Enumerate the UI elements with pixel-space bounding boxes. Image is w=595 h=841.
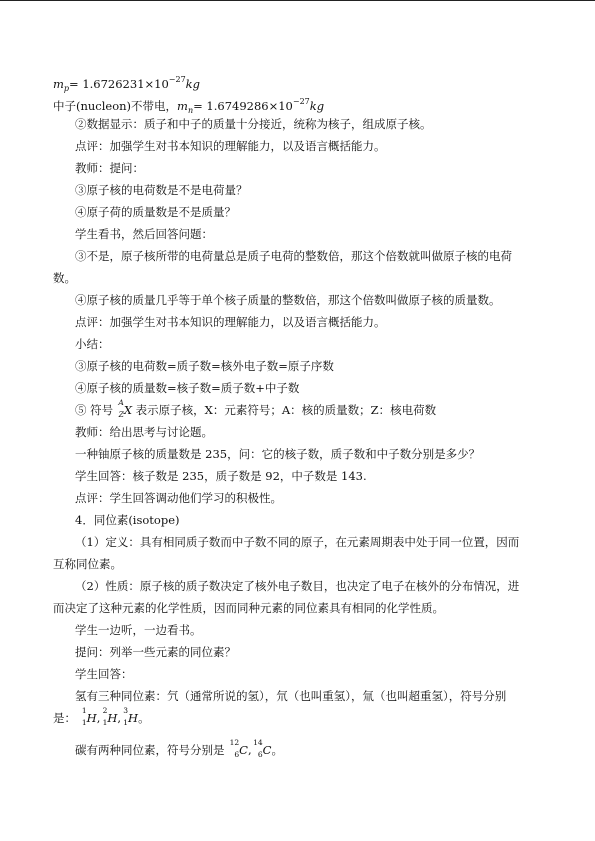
paragraph: ③原子核的电荷数是不是电荷量？ xyxy=(75,183,248,197)
paragraph-continuation: 而决定了这种元素的化学性质，因而同种元素的同位素具有相同的化学性质。 xyxy=(53,601,444,615)
paragraph-continuation: 数。 xyxy=(53,271,76,285)
paragraph: 一种铀原子核的质量数是 235，问：它的核子数，质子数和中子数分别是多少？ xyxy=(75,447,481,461)
isotope-h1: 1 1 xyxy=(81,706,87,727)
paragraph: ④原子荷的质量数是不是质量？ xyxy=(75,205,236,219)
paragraph: ④原子核的质量几乎等于单个核子质量的整数倍，那这个倍数叫做原子核的质量数。 xyxy=(75,293,501,307)
hydrogen-isotopes-line: 是： 1 1 H, 2 1 H, 3 1 H。 xyxy=(53,706,150,727)
paragraph: 学生回答： xyxy=(75,667,133,681)
paragraph: 教师：提问： xyxy=(75,161,144,175)
paragraph: 教师：给出思考与讨论题。 xyxy=(75,425,213,439)
paragraph-continuation: 互称同位素。 xyxy=(53,557,122,571)
paragraph: 学生回答：核子数是 235，质子数是 92，中子数是 143. xyxy=(75,469,367,483)
nuclide-symbol-line: ⑤ 符号 A Z X 表示原子核，X：元素符号；A：核的质量数；Z：核电荷数 xyxy=(75,398,437,419)
proton-mass-line xyxy=(53,69,548,91)
paragraph: 学生一边听，一边看书。 xyxy=(75,623,202,637)
paragraph: （1）定义：具有相同质子数而中子数不同的原子，在元素周期表中处于同一位置，因而 xyxy=(75,535,520,549)
neutron-mass-line: 中子(nucleon)不带电，$m_n= 1.6749286\times 10^{-27}kg$ xyxy=(53,97,325,115)
paragraph: ③原子核的电荷数=质子数=核外电子数=原子序数 xyxy=(75,359,334,373)
isotope-h3: 3 1 xyxy=(123,706,129,727)
nuclide-notation: A Z xyxy=(118,398,124,419)
paragraph: 提问：列举一些元素的同位素？ xyxy=(75,645,236,659)
paragraph: 点评：学生回答调动他们学习的积极性。 xyxy=(75,491,282,505)
page-top-border xyxy=(0,0,595,1)
neutron-mass-formula: $m_n= 1.6749286\times 10^{-27}kg$ xyxy=(177,97,325,115)
isotope-h2: 2 1 xyxy=(102,706,108,727)
paragraph: 小结： xyxy=(75,337,110,351)
document-body xyxy=(53,69,548,761)
isotope-c12: 12 6 xyxy=(229,738,240,759)
paragraph: 氢有三种同位素：氕（通常所说的氢），氘（也叫重氢），氚（也叫超重氢），符号分别 xyxy=(75,689,507,703)
isotope-c14: 14 6 xyxy=(253,738,263,759)
section-heading: 4．同位素(isotope) xyxy=(75,513,180,527)
paragraph: ②数据显示：质子和中子的质量十分接近，统称为核子，组成原子核。 xyxy=(75,117,432,131)
paragraph: 点评：加强学生对书本知识的理解能力，以及语言概括能力。 xyxy=(75,315,386,329)
paragraph: ④原子核的质量数=核子数=质子数+中子数 xyxy=(75,381,300,395)
proton-mass-formula: $m_p= 1.6726231\times 10^{-27}kg$ xyxy=(53,75,201,93)
paragraph: 学生看书，然后回答问题： xyxy=(75,227,213,241)
paragraph: 点评：加强学生对书本知识的理解能力，以及语言概括能力。 xyxy=(75,139,386,153)
paragraph: ③不是，原子核所带的电荷量总是质子电荷的整数倍，那这个倍数就叫做原子核的电荷 xyxy=(75,249,512,263)
carbon-isotopes-line: 碳有两种同位素，符号分别是 12 6 C, 14 6 C。 xyxy=(75,738,283,759)
paragraph: （2）性质：原子核的质子数决定了核外电子数目，也决定了电子在核外的分布情况，进 xyxy=(75,579,520,593)
